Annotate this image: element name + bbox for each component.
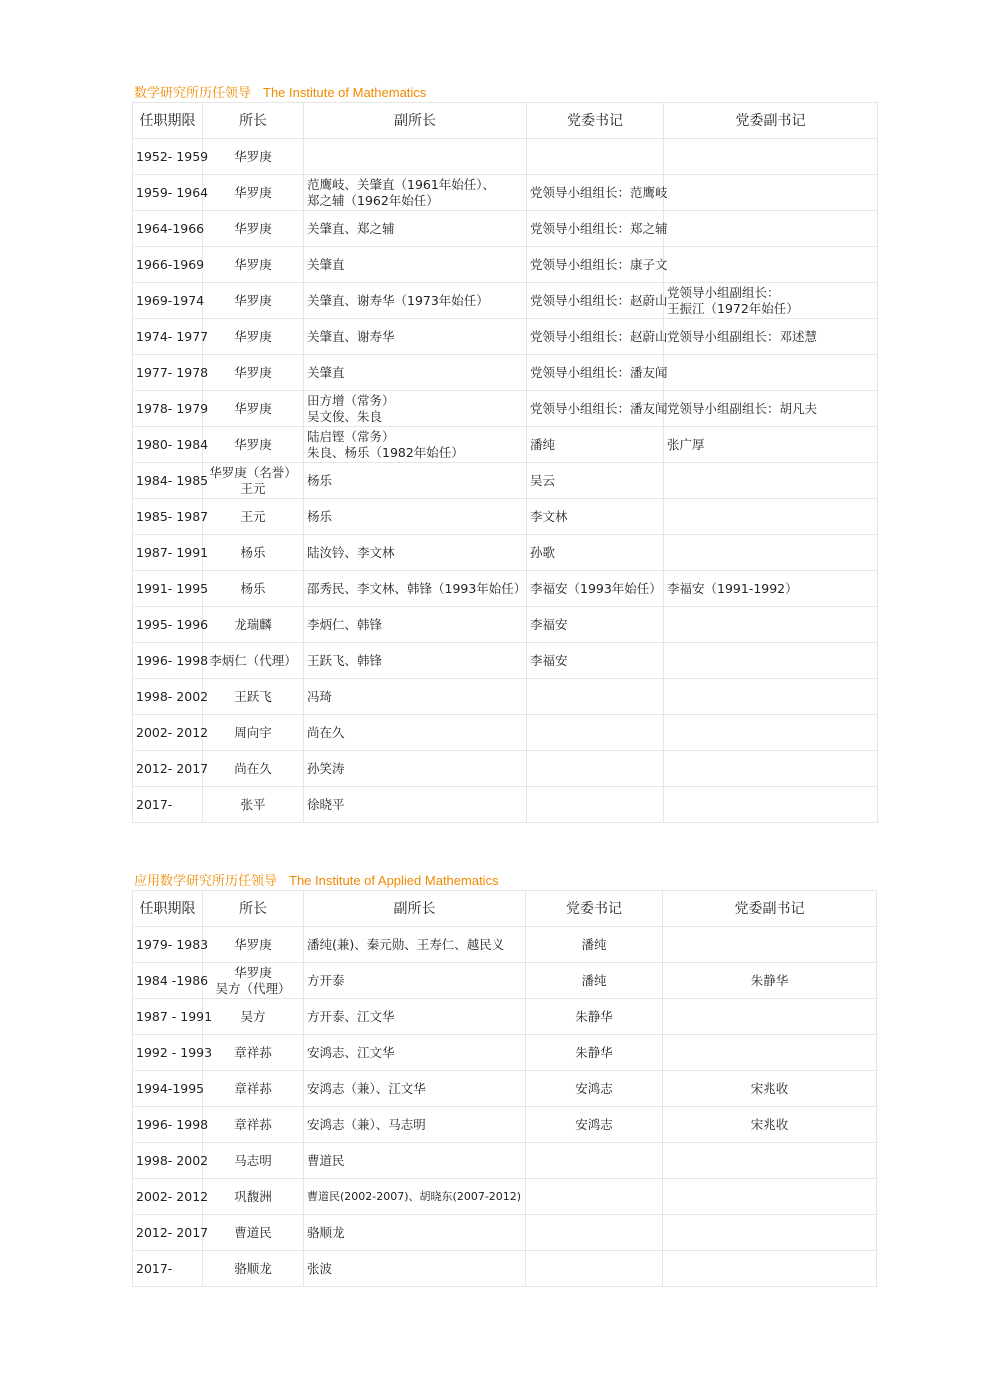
table-row (133, 1143, 877, 1179)
table-row (133, 355, 878, 391)
deputy-director-cell: 潘纯(兼)、秦元勋、王寿仁、越民义 (304, 927, 526, 963)
deputy-director-cell: 尚在久 (304, 715, 527, 751)
table-row (133, 1215, 877, 1251)
deputy-director-cell: 安鸿志、江文华 (304, 1035, 526, 1071)
term-cell: 1987 - 1991 (133, 999, 203, 1035)
party-secretary-cell: 李福安 (527, 643, 664, 679)
term-cell: 1987- 1991 (133, 535, 203, 571)
table-row (133, 787, 878, 823)
deputy-director-cell: 安鸿志（兼）、江文华 (304, 1071, 526, 1107)
table-row (133, 1251, 877, 1287)
deputy-director-cell (304, 139, 527, 175)
deputy-director-cell: 方开泰 (304, 963, 526, 999)
deputy-party-secretary-cell (663, 927, 877, 963)
director-cell: 吴方 (203, 999, 304, 1035)
table-row (133, 715, 878, 751)
table-row (133, 963, 877, 999)
header-term: 任职期限 (133, 891, 203, 927)
header-row (133, 891, 877, 927)
deputy-director-cell: 陆汝钤、李文林 (304, 535, 527, 571)
deputy-party-secretary-cell (663, 1215, 877, 1251)
term-cell: 2012- 2017 (133, 1215, 203, 1251)
deputy-director-cell: 邵秀民、李文林、韩锋（1993年始任） (304, 571, 527, 607)
deputy-party-secretary-cell (663, 1035, 877, 1071)
party-secretary-cell: 吴云 (527, 463, 664, 499)
deputy-party-secretary-cell (664, 499, 878, 535)
party-secretary-cell: 党领导小组组长：郑之辅 (527, 211, 664, 247)
term-cell: 1979- 1983 (133, 927, 203, 963)
term-cell: 1969-1974 (133, 283, 203, 319)
deputy-party-secretary-cell: 朱静华 (663, 963, 877, 999)
deputy-party-secretary-cell: 宋兆收 (663, 1107, 877, 1143)
director-cell: 杨乐 (203, 571, 304, 607)
table-row (133, 535, 878, 571)
math-section-title (134, 82, 426, 101)
term-cell: 1991- 1995 (133, 571, 203, 607)
director-cell: 尚在久 (203, 751, 304, 787)
deputy-party-secretary-cell (664, 643, 878, 679)
deputy-director-cell: 张波 (304, 1251, 526, 1287)
deputy-party-secretary-cell: 党领导小组副组长： 王振江（1972年始任） (664, 283, 878, 319)
deputy-party-secretary-cell (664, 175, 878, 211)
party-secretary-cell (527, 139, 664, 175)
party-secretary-cell: 安鸿志 (526, 1107, 663, 1143)
deputy-party-secretary-cell (664, 715, 878, 751)
party-secretary-cell: 李福安（1993年始任） (527, 571, 664, 607)
party-secretary-cell: 党领导小组组长：赵蔚山 (527, 283, 664, 319)
deputy-director-cell: 田方增（常务） 吴文俊、朱良 (304, 391, 527, 427)
term-cell: 1980- 1984 (133, 427, 203, 463)
table-row (133, 679, 878, 715)
term-cell: 2017- (133, 787, 203, 823)
term-cell: 1996- 1998 (133, 643, 203, 679)
table-row (133, 643, 878, 679)
deputy-director-cell: 徐晓平 (304, 787, 527, 823)
deputy-director-cell: 方开泰、江文华 (304, 999, 526, 1035)
deputy-director-cell: 安鸿志（兼）、马志明 (304, 1107, 526, 1143)
deputy-party-secretary-cell (664, 211, 878, 247)
director-cell: 华罗庚 (203, 283, 304, 319)
director-cell: 张平 (203, 787, 304, 823)
term-cell: 1964-1966 (133, 211, 203, 247)
term-cell: 1966-1969 (133, 247, 203, 283)
deputy-director-cell: 曹道民 (304, 1143, 526, 1179)
deputy-director-cell: 关肇直、谢寿华（1973年始任） (304, 283, 527, 319)
deputy-party-secretary-cell (663, 1179, 877, 1215)
applied-title-en: The Institute of Applied Mathematics (289, 873, 499, 888)
director-cell: 华罗庚（名誉） 王元 (203, 463, 304, 499)
director-cell: 马志明 (203, 1143, 304, 1179)
header-deputy-director: 副所长 (304, 103, 527, 139)
math-title-cn: 数学研究所历任领导 (134, 86, 252, 101)
table-row (133, 427, 878, 463)
math-title-en: The Institute of Mathematics (263, 85, 427, 100)
table-row (133, 1107, 877, 1143)
header-deputy-director: 副所长 (304, 891, 526, 927)
deputy-director-cell: 关肇直、郑之辅 (304, 211, 527, 247)
director-cell: 章祥荪 (203, 1035, 304, 1071)
deputy-party-secretary-cell: 党领导小组副组长：胡凡夫 (664, 391, 878, 427)
deputy-party-secretary-cell (664, 787, 878, 823)
term-cell: 1995- 1996 (133, 607, 203, 643)
deputy-director-cell: 杨乐 (304, 499, 527, 535)
header-director: 所长 (203, 891, 304, 927)
deputy-director-cell: 曹道民(2002-2007)、胡晓东(2007-2012) (304, 1179, 526, 1215)
director-cell: 章祥荪 (203, 1071, 304, 1107)
table-row (133, 1071, 877, 1107)
party-secretary-cell: 朱静华 (526, 999, 663, 1035)
deputy-party-secretary-cell (664, 679, 878, 715)
deputy-director-cell: 范鹰岐、关肇直（1961年始任）、 郑之辅（1962年始任） (304, 175, 527, 211)
header-deputy-party-secretary: 党委副书记 (664, 103, 878, 139)
deputy-director-cell: 孙笑涛 (304, 751, 527, 787)
term-cell: 2012- 2017 (133, 751, 203, 787)
director-cell: 华罗庚 (203, 319, 304, 355)
table-row (133, 571, 878, 607)
director-cell: 王跃飞 (203, 679, 304, 715)
term-cell: 1985- 1987 (133, 499, 203, 535)
term-cell: 1998- 2002 (133, 1143, 203, 1179)
deputy-director-cell: 陆启铿（常务） 朱良、杨乐（1982年始任） (304, 427, 527, 463)
term-cell: 1984- 1985 (133, 463, 203, 499)
party-secretary-cell: 党领导小组组长：赵蔚山 (527, 319, 664, 355)
term-cell: 1977- 1978 (133, 355, 203, 391)
party-secretary-cell: 李文林 (527, 499, 664, 535)
party-secretary-cell: 党领导小组组长：康子文 (527, 247, 664, 283)
party-secretary-cell (526, 1251, 663, 1287)
party-secretary-cell (526, 1179, 663, 1215)
table-row (133, 175, 878, 211)
deputy-director-cell: 关肇直 (304, 247, 527, 283)
applied-section-title (134, 870, 499, 889)
deputy-party-secretary-cell: 张广厚 (664, 427, 878, 463)
deputy-director-cell: 关肇直 (304, 355, 527, 391)
deputy-party-secretary-cell (663, 1251, 877, 1287)
deputy-party-secretary-cell: 宋兆收 (663, 1071, 877, 1107)
deputy-party-secretary-cell (664, 463, 878, 499)
director-cell: 华罗庚 (203, 139, 304, 175)
term-cell: 1978- 1979 (133, 391, 203, 427)
party-secretary-cell: 安鸿志 (526, 1071, 663, 1107)
table-row (133, 607, 878, 643)
party-secretary-cell (527, 679, 664, 715)
party-secretary-cell: 党领导小组组长：潘友闻 (527, 391, 664, 427)
table-row (133, 463, 878, 499)
header-party-secretary: 党委书记 (526, 891, 663, 927)
director-cell: 周向宇 (203, 715, 304, 751)
deputy-party-secretary-cell (664, 139, 878, 175)
party-secretary-cell: 党领导小组组长：范鹰岐 (527, 175, 664, 211)
term-cell: 1959- 1964 (133, 175, 203, 211)
table-row (133, 1179, 877, 1215)
deputy-director-cell: 冯琦 (304, 679, 527, 715)
term-cell: 2002- 2012 (133, 715, 203, 751)
deputy-director-cell: 关肇直、谢寿华 (304, 319, 527, 355)
math-table-body (133, 139, 878, 823)
deputy-party-secretary-cell (664, 751, 878, 787)
director-cell: 华罗庚 (203, 247, 304, 283)
director-cell: 章祥荪 (203, 1107, 304, 1143)
deputy-party-secretary-cell (664, 247, 878, 283)
table-row (133, 283, 878, 319)
term-cell: 1996- 1998 (133, 1107, 203, 1143)
table-row (133, 499, 878, 535)
director-cell: 曹道民 (203, 1215, 304, 1251)
party-secretary-cell (526, 1215, 663, 1251)
director-cell: 华罗庚 (203, 391, 304, 427)
table-row (133, 927, 877, 963)
table-row (133, 247, 878, 283)
term-cell: 1998- 2002 (133, 679, 203, 715)
party-secretary-cell: 李福安 (527, 607, 664, 643)
director-cell: 王元 (203, 499, 304, 535)
deputy-party-secretary-cell (664, 535, 878, 571)
director-cell: 华罗庚 (203, 355, 304, 391)
deputy-party-secretary-cell (663, 1143, 877, 1179)
deputy-director-cell: 杨乐 (304, 463, 527, 499)
table-row (133, 391, 878, 427)
header-term: 任职期限 (133, 103, 203, 139)
director-cell: 华罗庚 (203, 927, 304, 963)
deputy-director-cell: 李炳仁、韩锋 (304, 607, 527, 643)
table-row (133, 211, 878, 247)
deputy-party-secretary-cell (664, 355, 878, 391)
party-secretary-cell: 朱静华 (526, 1035, 663, 1071)
term-cell: 1974- 1977 (133, 319, 203, 355)
term-cell: 1952- 1959 (133, 139, 203, 175)
party-secretary-cell: 潘纯 (527, 427, 664, 463)
term-cell: 1992 - 1993 (133, 1035, 203, 1071)
deputy-party-secretary-cell (663, 999, 877, 1035)
director-cell: 龙瑞麟 (203, 607, 304, 643)
deputy-party-secretary-cell: 党领导小组副组长：邓述慧 (664, 319, 878, 355)
header-row (133, 103, 878, 139)
term-cell: 2017- (133, 1251, 203, 1287)
term-cell: 1984 -1986 (133, 963, 203, 999)
table-row (133, 999, 877, 1035)
party-secretary-cell (527, 751, 664, 787)
header-deputy-party-secretary: 党委副书记 (663, 891, 877, 927)
director-cell: 华罗庚 (203, 427, 304, 463)
party-secretary-cell: 党领导小组组长：潘友闻 (527, 355, 664, 391)
director-cell: 华罗庚 (203, 175, 304, 211)
director-cell: 杨乐 (203, 535, 304, 571)
header-party-secretary: 党委书记 (527, 103, 664, 139)
table-row (133, 1035, 877, 1071)
term-cell: 2002- 2012 (133, 1179, 203, 1215)
deputy-party-secretary-cell (664, 607, 878, 643)
party-secretary-cell: 孙歌 (527, 535, 664, 571)
applied-leaders-table (132, 890, 877, 1287)
math-leaders-table (132, 102, 878, 823)
director-cell: 华罗庚 吴方（代理） (203, 963, 304, 999)
deputy-director-cell: 骆顺龙 (304, 1215, 526, 1251)
director-cell: 巩馥洲 (203, 1179, 304, 1215)
party-secretary-cell (526, 1143, 663, 1179)
applied-table-body (133, 927, 877, 1287)
deputy-party-secretary-cell: 李福安（1991-1992） (664, 571, 878, 607)
deputy-director-cell: 王跃飞、韩锋 (304, 643, 527, 679)
party-secretary-cell (527, 715, 664, 751)
party-secretary-cell: 潘纯 (526, 927, 663, 963)
applied-title-cn: 应用数学研究所历任领导 (134, 874, 278, 889)
table-row (133, 751, 878, 787)
party-secretary-cell: 潘纯 (526, 963, 663, 999)
term-cell: 1994-1995 (133, 1071, 203, 1107)
table-row (133, 319, 878, 355)
table-row (133, 139, 878, 175)
director-cell: 骆顺龙 (203, 1251, 304, 1287)
header-director: 所长 (203, 103, 304, 139)
party-secretary-cell (527, 787, 664, 823)
director-cell: 李炳仁（代理） (203, 643, 304, 679)
director-cell: 华罗庚 (203, 211, 304, 247)
